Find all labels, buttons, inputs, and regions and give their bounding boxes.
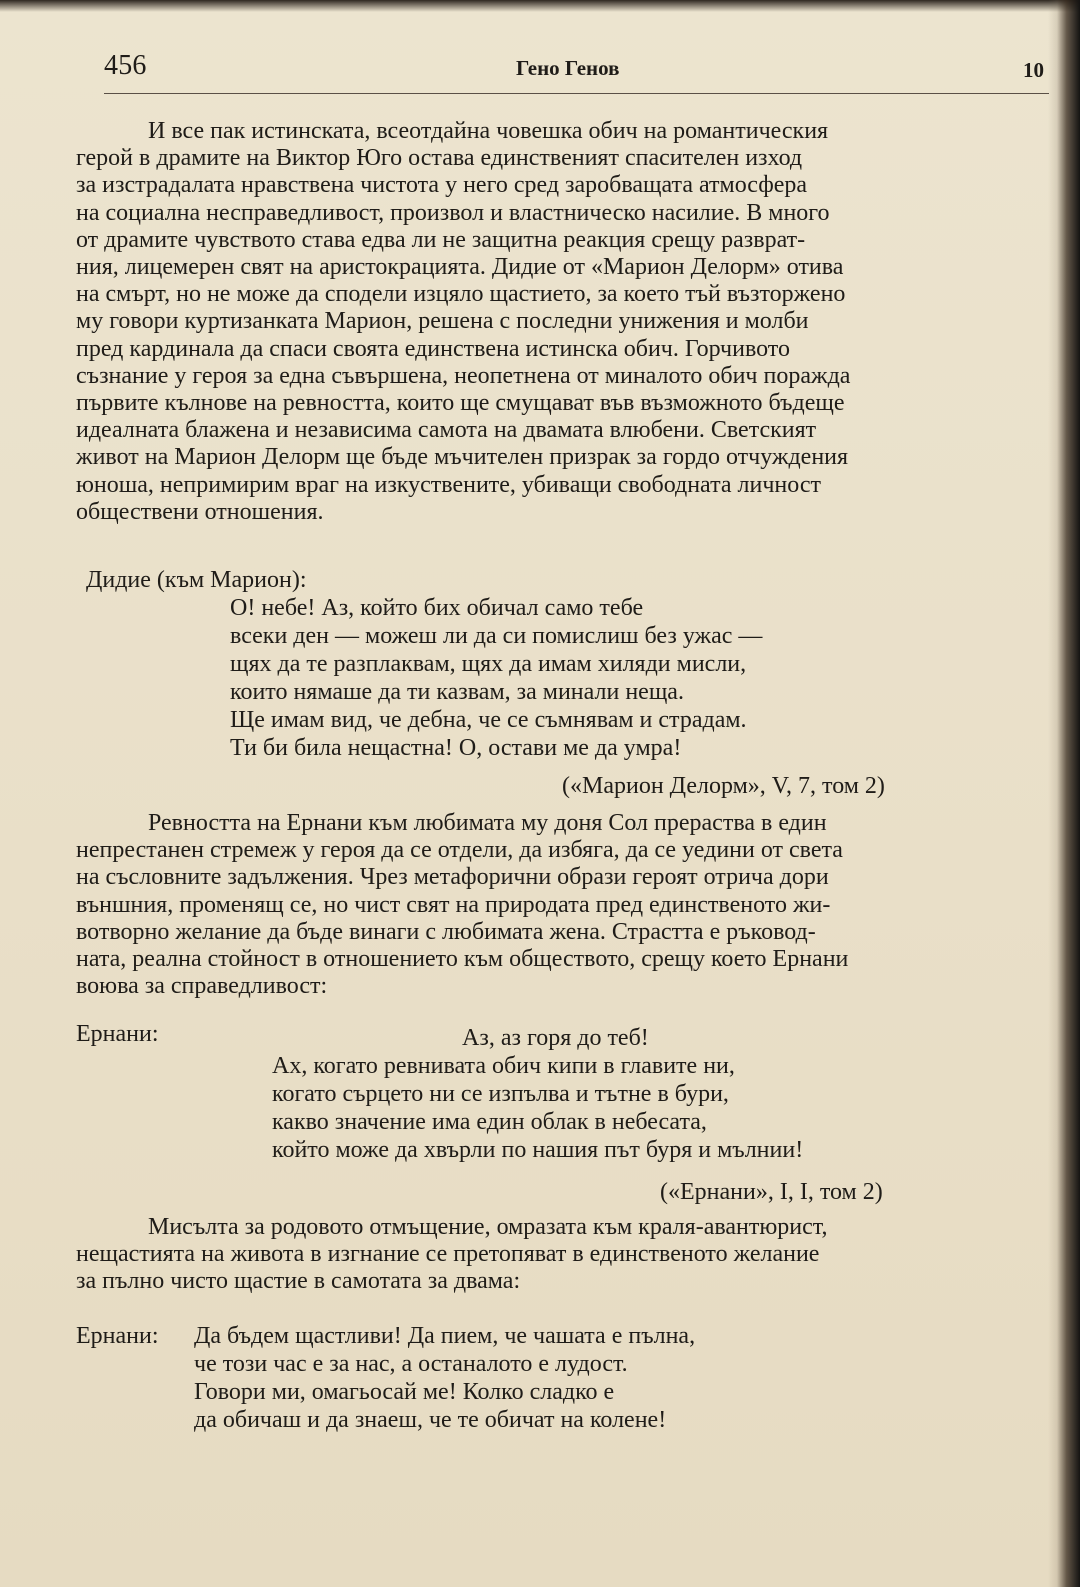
- verse-line: че този час е за нас, а останалото е лудост.: [194, 1351, 628, 1377]
- paragraph-line: на социална несправедливост, произвол и властническо насилие. В много: [76, 199, 830, 226]
- verse-quote-3: [194, 1322, 695, 1434]
- paragraph-1: [76, 118, 1046, 526]
- paragraph-line: обществени отношения.: [76, 498, 324, 525]
- paragraph-2: [76, 810, 1046, 1000]
- paragraph-line: за изстрадалата нравствена чистота у него сред заробващата атмосфера: [76, 172, 808, 199]
- paragraph-line: Ревността на Ернани към любимата му доня Сол прераства в един: [148, 810, 827, 836]
- verse-line: който може да хвърли по нашия път буря и мълнии!: [272, 1137, 804, 1163]
- verse-line: щях да те разплаквам, щях да имам хиляди мисли,: [230, 651, 747, 677]
- paragraph-line: непрестанен стремеж у героя да се отдели, да избяга, да се уедини от света: [76, 837, 843, 864]
- paragraph-3: [76, 1214, 1046, 1296]
- paragraph-line: съзнание у героя за една съвършена, неопетнена от миналото обич поражда: [76, 362, 851, 389]
- page-number: 456: [104, 50, 147, 81]
- edge-number: 10: [1023, 58, 1044, 82]
- verse-line: които нямаше да ти казвам, за минали неща.: [230, 679, 684, 705]
- verse-line: Ще имам вид, че дебна, че се съмнявам и страдам.: [230, 707, 747, 733]
- verse-line: какво значение има един облак в небесата,: [272, 1109, 707, 1135]
- paragraph-line: Мисълта за родовото отмъщение, омразата към краля-авантюрист,: [148, 1214, 828, 1240]
- verse-line: Ти би била нещастна! О, остави ме да умра!: [230, 735, 682, 761]
- paragraph-line: външния, променящ се, но чист свят на природата пред единственото жи-: [76, 891, 831, 918]
- paragraph-line: първите кълнове на ревността, които ще смущават във възможното бъдеще: [76, 390, 845, 417]
- paragraph-line: ния, лицемерен свят на аристокрацията. Дидие от «Марион Делорм» отива: [76, 254, 844, 281]
- paragraph-line: живот на Марион Делорм ще бъде мъчителен призрак за гордо отчуждения: [76, 444, 849, 471]
- speaker-hernani: Ернани:: [76, 1021, 159, 1047]
- paragraph-line: на смърт, но не може да сподели изцяло щастието, за което тъй възторжено: [76, 281, 846, 308]
- running-head: Гено Генов: [516, 56, 620, 80]
- verse-line: всеки ден — можеш ли да си помислиш без ужас —: [230, 623, 763, 649]
- citation-hernani: («Ернани», I, I, том 2): [660, 1179, 883, 1205]
- verse-line: Говори ми, омагьосай ме! Колко сладко е: [194, 1379, 615, 1405]
- paragraph-line: идеалната блажена и независима самота на двамата влюбени. Светският: [76, 417, 817, 444]
- paragraph-line: пред кардинала да спаси своята единствена истинска обич. Горчивото: [76, 335, 790, 362]
- verse-line: да обичаш и да знаеш, че те обичат на колене!: [194, 1407, 667, 1433]
- verse-line: когато сърцето ни се изпълва и тътне в бури,: [272, 1081, 729, 1107]
- citation-marion-delorme: («Марион Делорм», V, 7, том 2): [562, 773, 885, 799]
- speaker-didier: Дидие (към Марион):: [86, 567, 307, 593]
- verse-quote-2: [272, 1024, 803, 1164]
- paragraph-line: И все пак истинската, всеотдайна човешка обич на романтическия: [148, 118, 829, 144]
- verse-line: О! небе! Аз, който бих обичал само тебе: [230, 595, 644, 621]
- paragraph-line: вотворно желание да бъде винаги с любимата жена. Страстта е ръковод-: [76, 918, 816, 945]
- paragraph-line: нещастията на живота в изгнание се претопяват в единственото желание: [76, 1241, 820, 1268]
- paragraph-line: за пълно чисто щастие в самотата за двама:: [76, 1268, 521, 1295]
- verse-line: Аз, аз горя до теб!: [462, 1025, 649, 1051]
- speaker-hernani-2: Ернани:: [76, 1323, 159, 1349]
- verse-line: Да бъдем щастливи! Да пием, че чашата е пълна,: [194, 1323, 696, 1349]
- paragraph-line: герой в драмите на Виктор Юго остава единственият спасителен изход: [76, 145, 803, 172]
- paragraph-line: воюва за справедливост:: [76, 973, 328, 1000]
- paragraph-line: от драмите чувството става едва ли не защитна реакция срещу разврат-: [76, 226, 806, 253]
- paragraph-line: му говори куртизанката Марион, решена с последни унижения и молби: [76, 308, 809, 335]
- verse-line: Ах, когато ревнивата обич кипи в главите ни,: [272, 1053, 735, 1079]
- paragraph-line: на съсловните задължения. Чрез метафорични образи героят отрича дори: [76, 864, 829, 891]
- paragraph-line: ната, реална стойност в отношението към обществото, срещу което Ернани: [76, 946, 849, 973]
- verse-quote-1: [230, 594, 762, 762]
- paragraph-line: юноша, непримирим враг на изкуствените, убиващи свободната личност: [76, 471, 821, 498]
